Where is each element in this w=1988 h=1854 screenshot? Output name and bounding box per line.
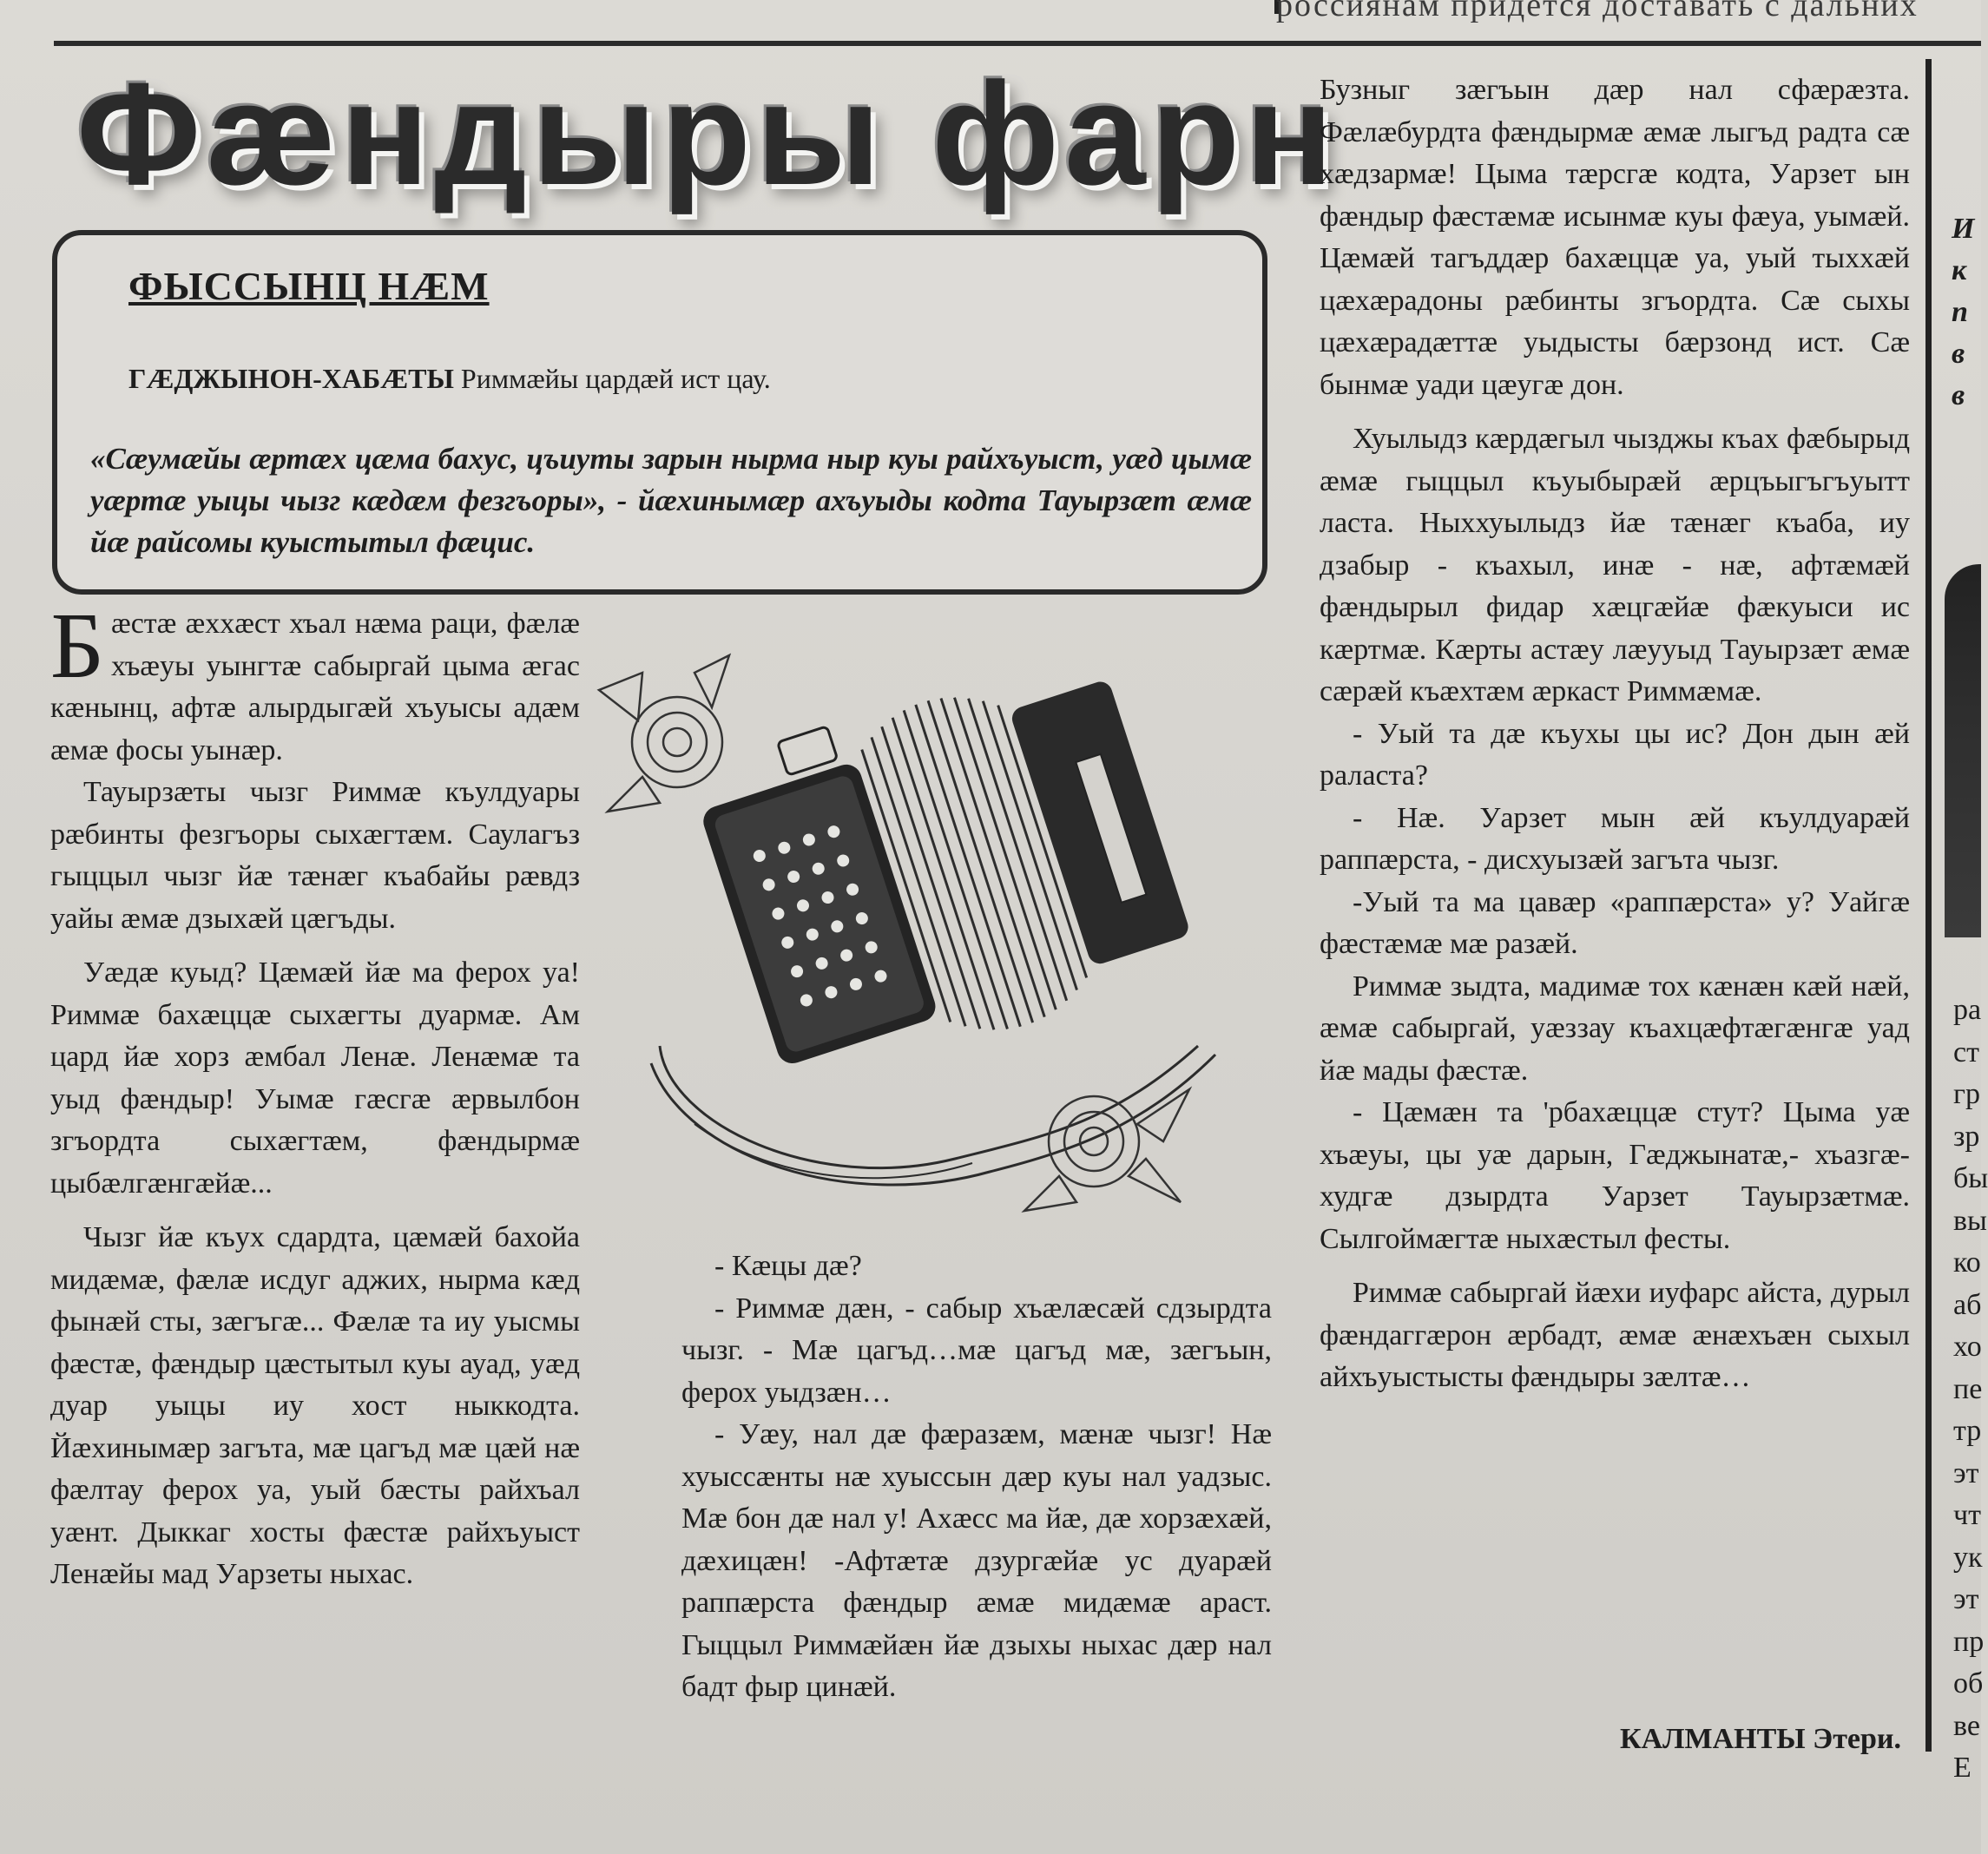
paragraph: Уæдæ куыд? Цæмæй йæ ма ферох уа! Риммæ бахæццæ сыхæгты дуармæ. Ам цард йæ хорз æмбал Ленæ. Ленæмæ та уыд фæндыр! Уымæ гæсгæ æрвылбон згъордта сыхæгтæм, фæндырмæ цыбæлгæнгæйæ...: [50, 957, 580, 1200]
edge-fragment: п: [1952, 296, 1968, 328]
edge-fragment: И: [1952, 213, 1975, 245]
paragraph: - Нæ. Уарзет мын æй къулдуарæй раппæрста, - дисхуызæй загъта чызг.: [1320, 801, 1910, 876]
byline: [1389, 1723, 1901, 1756]
edge-fragment: Е: [1953, 1752, 1972, 1784]
byline-name: Этери.: [1805, 1723, 1901, 1755]
article-column-1: [50, 595, 580, 1596]
paragraph: - Цæмæн та 'рбахæццæ стут? Цыма уæ хъæуы, цы уæ дарын, Гæджынатæ,- хъазгæ-худгæ дзырдта Уарзет Тауырзæтмæ. Сылгоймæгтæ ныхæстыл фесты.: [1320, 1096, 1910, 1255]
paragraph: Хуылыдз кæрдæгыл чызджы къах фæбырыд æмæ гыццыл къуыбырæй æрцъыгъгъуытт ласта. Ныххуылыдз йæ тæнæг къаба, иу дзабыр - къахыл, инæ - нæ, афтæмæй фæндырыл фидар хæцгæйæ фæкуыси ис кæртмæ. Кæрты астæу лæууыд Тауырзæт æмæ сæрæй къæхтæм æркаст Риммæмæ.: [1320, 423, 1910, 707]
paragraph: -Уый та ма цавæр «раппæрста» у? Уайгæ фæстæмæ мæ разæй.: [1320, 885, 1910, 960]
edge-fragment: хо: [1953, 1331, 1982, 1363]
top-rule: [54, 41, 1981, 46]
paragraph-text: æстæ æххæст хъал нæма раци, фæлæ хъæуы уынгтæ сабыргай цыма æгас кæнынц, афтæ алырдыгæй хъуысы адæм æмæ фосы уынæр.: [50, 608, 580, 766]
paragraph: Чызг йæ къух сдардта, цæмæй бахойа мидæмæ, фæлæ исдуг аджих, нырма кæд фынæй сты, зæгъгæ... Фæлæ та иу уысмы фæстæ, фæндыр цæстытыл куы ауад, уæд дуар уыцы иу хост ныккодта. Йæхинымæр загъта, мæ цагъд мæ цæй нæ фæлтау ферох уа, уый бæсты райхъал уæнт. Дыккаг хосты фæстæ райхъуыст Ленæйы мад Уарзеты ныхас.: [50, 1221, 580, 1590]
edge-fragment: к: [1952, 254, 1967, 286]
lead-subtitle-bold: ГÆДЖЫНОН-ХАБÆТЫ: [128, 363, 454, 394]
paragraph: Бузныг зæгъын дæр нал сфæрæзта. Фæлæбурдта фæндырмæ æмæ лыгъд радта сæ хæдзармæ! Цыма тæрсгæ кодта, Уарзет ын фæндыр фæстæмæ исынмæ куы фæуа, уымæй. Цæмæй тагъддæр бахæццæ уа, уый тыххæй цæхæрадоны рæбинты згъордта. Сæ сыхы цæхæрадæттæ уыдысты бæрзонд ист. Сæ бынмæ уади цæугæ дон.: [1320, 74, 1910, 401]
edge-fragment: ко: [1953, 1246, 1981, 1279]
article-column-3: [1320, 69, 1910, 1399]
edge-fragment: гр: [1953, 1078, 1980, 1110]
neighbor-photo-fragment: [1945, 564, 1981, 937]
lead-subtitle: [128, 363, 771, 395]
lead-rubric: ФЫССЫНЦ НÆМ: [128, 264, 490, 308]
lead-quote: «Сæумæйы æртæх цæма бахус, цъиуты зарын нырма ныр куы райхъуыст, уæд цымæ уæртæ уыцы чызг кæдæм фезгъоры», - йæхинымæр ахъуыды кодта Тауырзæт æмæ йæ райсомы куыстытыл фæцис.: [90, 442, 1252, 559]
edge-fragment: эт: [1953, 1456, 1979, 1489]
edge-fragment: тр: [1953, 1415, 1982, 1447]
paragraph: Риммæ сабыргай йæхи иуфарс айста, дурыл фæндаггæрон æрбадт, æмæ æнæхъæн сыхыл айхъуыстысты фæндыры зæлтæ…: [1320, 1277, 1910, 1393]
edge-fragment: ст: [1953, 1035, 1979, 1068]
edge-fragment: в: [1952, 379, 1965, 411]
edge-fragment: в: [1952, 338, 1965, 370]
edge-fragment: пр: [1953, 1625, 1985, 1658]
paragraph: - Кæцы дæ?: [714, 1250, 862, 1282]
paragraph: - Уый та дæ къухы цы ис? Дон дын æй раласта?: [1320, 717, 1910, 792]
edge-fragment: ук: [1953, 1541, 1983, 1574]
paragraph: [50, 595, 580, 772]
headline: Фæндыры фарн: [76, 52, 1339, 215]
edge-fragment: чт: [1953, 1499, 1981, 1531]
accordion-illustration: [590, 638, 1302, 1228]
paragraph: Тауырзæты чызг Риммæ къулдуары рæбинты фезгъоры сыхæгтæм. Саулагъз гыццыл чызг йæ тæнæг къабайы рæвдз уайы æмæ дзыхæй цæгъды.: [50, 776, 580, 935]
edge-fragment: об: [1953, 1667, 1984, 1700]
paragraph: - Уæу, нал дæ фæразæм, мæнæ чызг! Нæ хуыссæнты нæ хуыссын дæр куы нал уадзыс. Мæ бон дæ нал у! Ахæсс ма йæ, дæ хорзæхæй, дæхицæн! -Афтæтæ дзургæйæ ус дуарæй раппæрста фæндыр æмæ мидæмæ араст. Гыццыл Риммæйæн йæ дзыхы ныхас дæр нал бадт фыр цинæй.: [681, 1418, 1272, 1703]
edge-fragment: пе: [1953, 1372, 1983, 1405]
neighbor-article-fragment: [1953, 989, 1988, 1790]
edge-fragment: бы: [1953, 1162, 1988, 1194]
previous-article-fragment: россиянам придется доставать с дальних: [1276, 0, 1919, 23]
article-column-2: [681, 1246, 1272, 1709]
edge-fragment: вы: [1953, 1204, 1987, 1237]
column-rule-right: [1925, 59, 1932, 1752]
neighbor-article-fragment-italic: [1952, 208, 1974, 417]
paragraph: - Риммæ дæн, - сабыр хъæлæсæй сдзырдта чызг. - Мæ цагъд…мæ цагъд мæ, зæгъын, ферох уыдзæн…: [681, 1292, 1272, 1409]
edge-fragment: аб: [1953, 1288, 1982, 1321]
edge-fragment: ра: [1953, 994, 1982, 1026]
byline-surname: КАЛМАНТЫ: [1619, 1723, 1806, 1755]
drop-cap: Б: [50, 595, 105, 698]
edge-fragment: эт: [1953, 1583, 1979, 1615]
edge-fragment: зр: [1953, 1120, 1980, 1153]
lead-subtitle-rest: Риммæйы цардæй ист цау.: [453, 363, 771, 394]
paragraph: Риммæ зыдта, мадимæ тох кæнæн кæй нæй, æмæ сабыргай, уæззау къахцæфтæгæнгæ уад йæ мады фæстæ.: [1320, 970, 1910, 1087]
edge-fragment: ве: [1953, 1709, 1980, 1742]
